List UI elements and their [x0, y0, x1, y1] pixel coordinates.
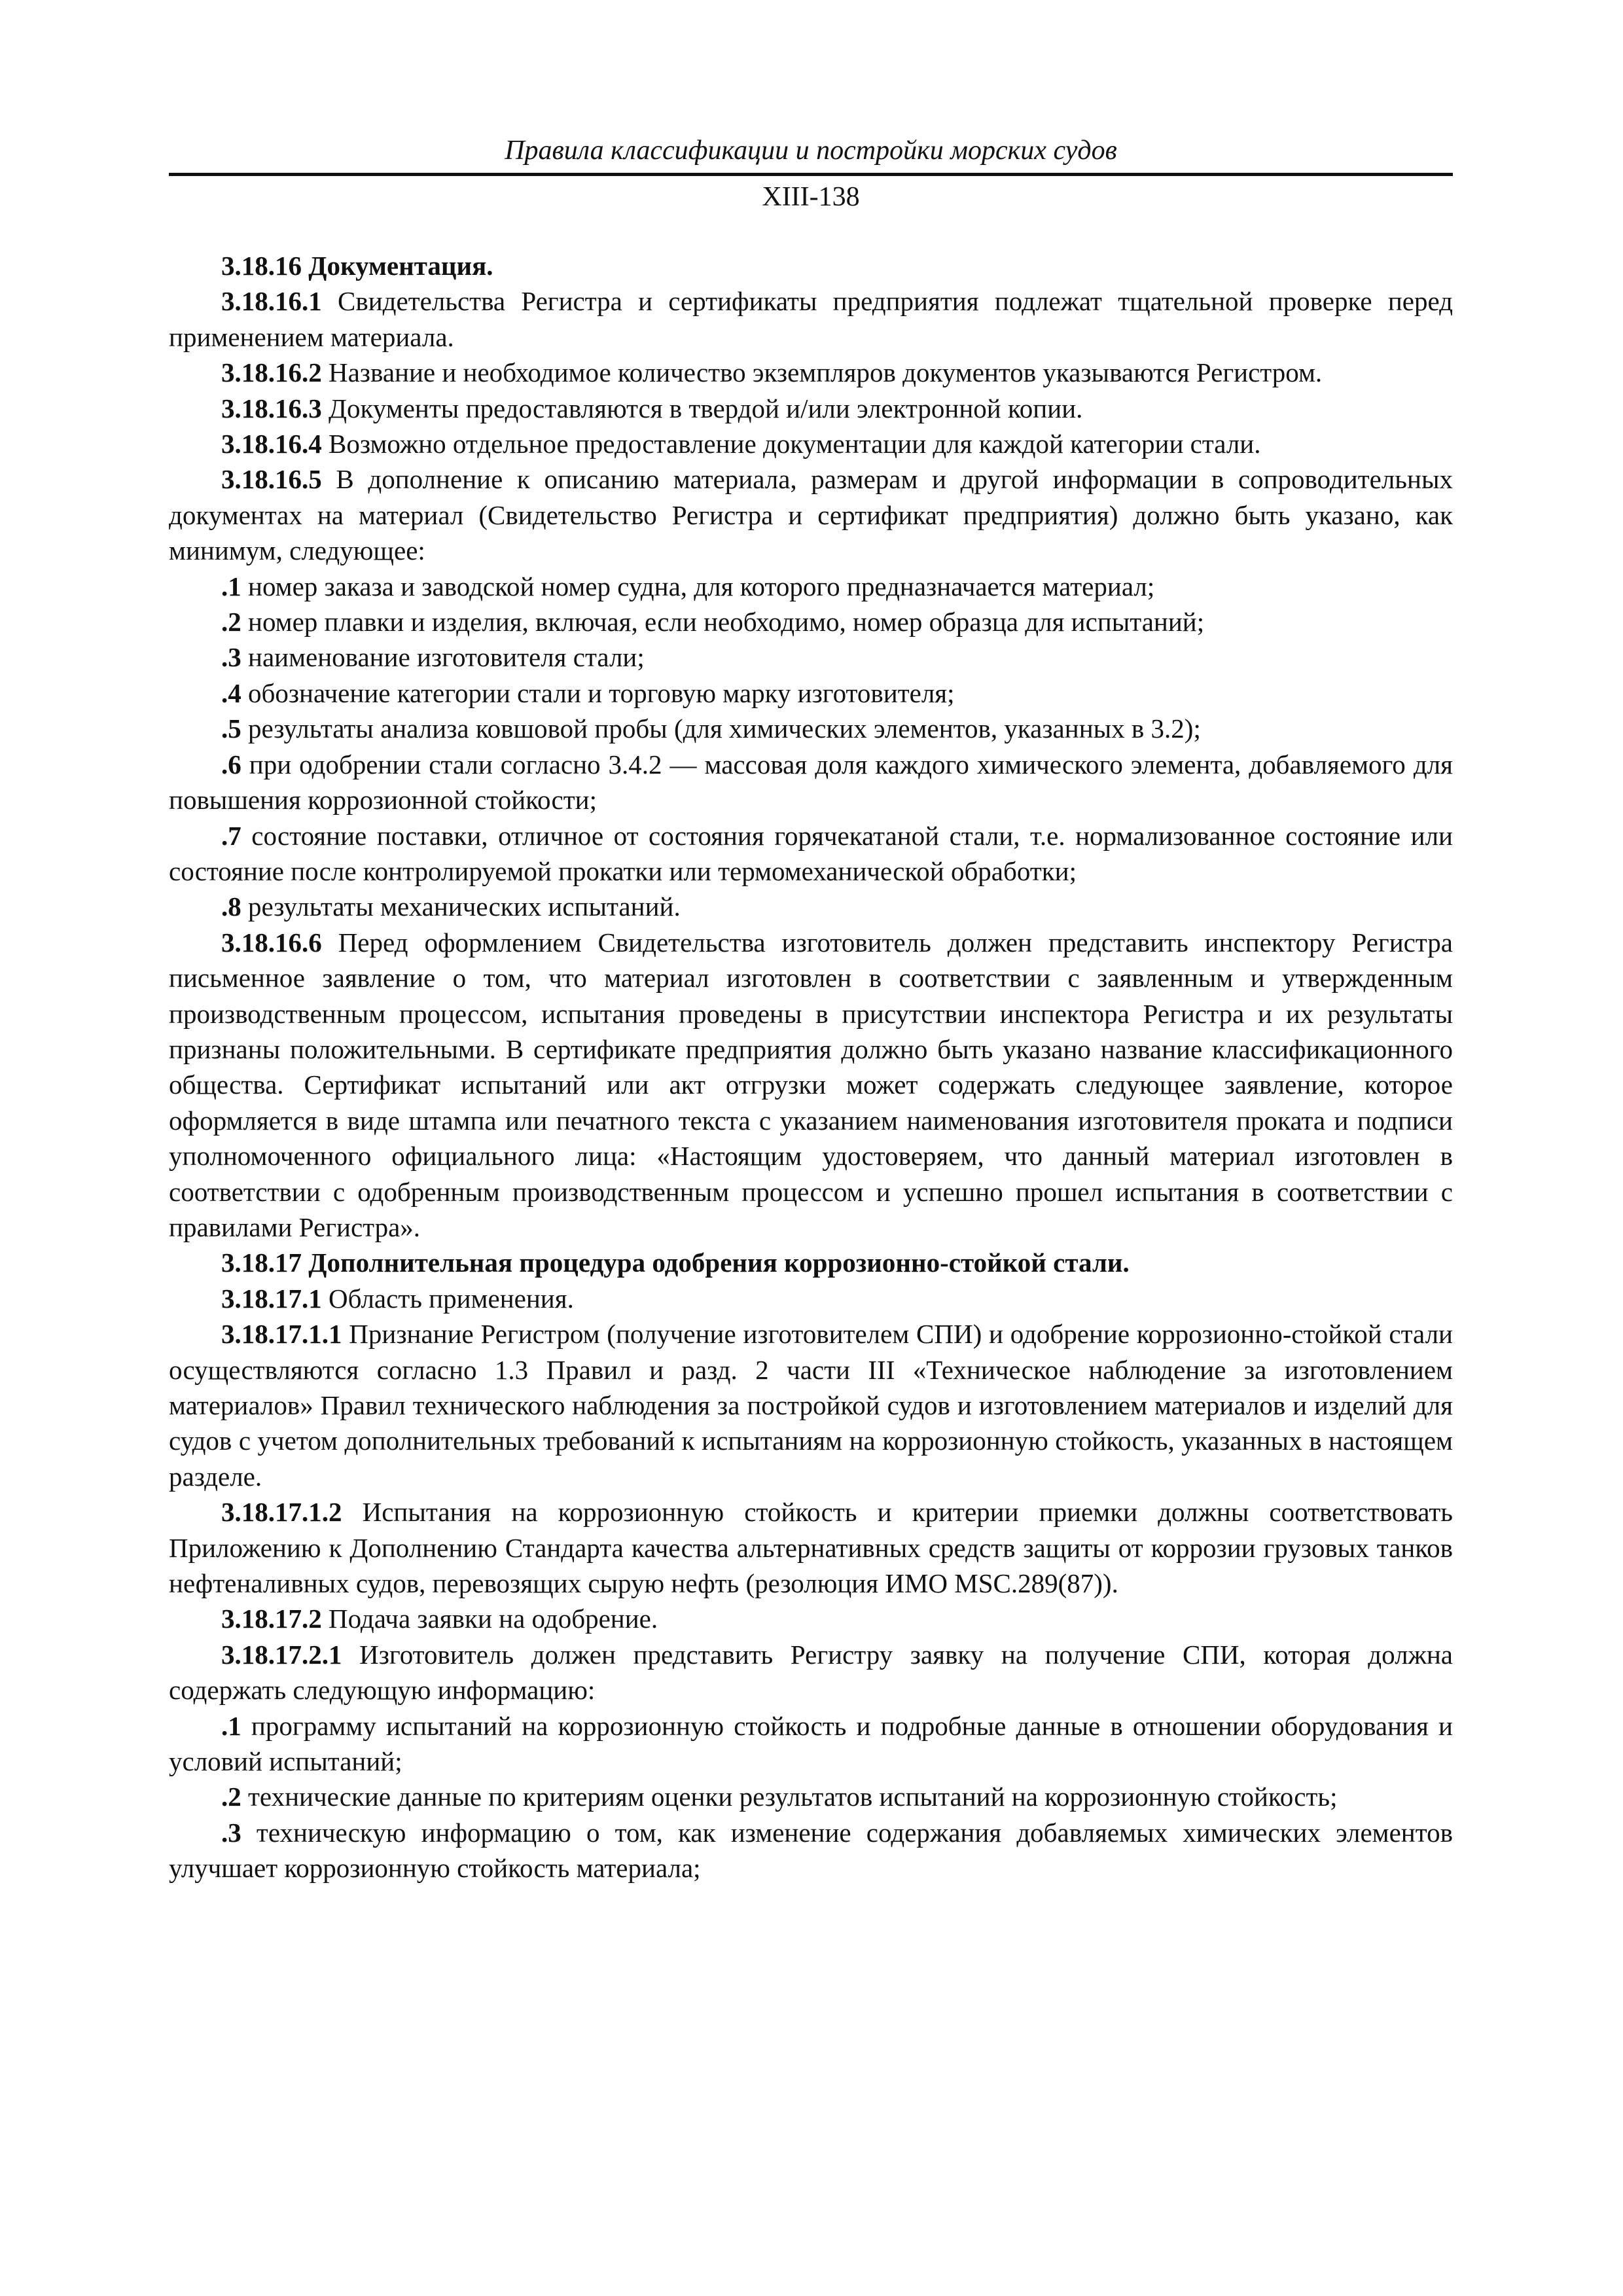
list-item-8: .8 результаты механических испытаний.: [221, 891, 681, 922]
list-item-1-b: .1 программу испытаний на коррозионную стойкость и подробные данные в отношении оборудования и условий испытаний;: [169, 1710, 1453, 1777]
list-item-1: .1 номер заказа и заводской номер судна, для которого предназначается материал;: [221, 571, 1155, 601]
running-header: Правила классификации и постройки морских судов: [169, 131, 1453, 176]
paragraph-3-18-16-6: 3.18.16.6 Перед оформлением Свидетельства изготовитель должен представить инспектору Регистра письменное заявление о том, что материал изготовлен в соответствии с заявленным и утвержденным производственным процессом, испытания проведены в присутствии инспектора Регистра и их результаты признаны положительными. В сертификате предприятия должно быть указано название классификационного общества. Сертификат испытаний или акт отгрузки может содержать следующее заявление, которое оформляется в виде штампа или печатного текста с указанием наименования изготовителя проката и подписи уполномоченного официального лица: «Настоящим удостоверяем, что данный материал изготовлен в соответствии с одобренным производственным процессом и успешно прошел испытания в соответствии с правилами Регистра».: [169, 927, 1453, 1242]
list-item-3: .3 наименование изготовителя стали;: [221, 642, 645, 673]
paragraph-3-18-16-2: 3.18.16.2 Название и необходимое количество экземпляров документов указываются Регистром.: [221, 357, 1323, 388]
document-page: [169, 131, 1453, 1886]
paragraph-3-18-17-1: 3.18.17.1 Область применения.: [221, 1283, 574, 1314]
paragraph-3-18-16-1: 3.18.16.1 Свидетельства Регистра и сертификаты предприятия подлежат тщательной проверке перед применением материала.: [169, 286, 1453, 352]
section-heading-3-18-17: 3.18.17 Дополнительная процедура одобрения коррозионно-стойкой стали.: [221, 1247, 1130, 1278]
paragraph-3-18-17-1-1: 3.18.17.1.1 Признание Регистром (получение изготовителем СПИ) и одобрение коррозионно-стойкой стали осуществляются согласно 1.3 Правил и разд. 2 части III «Техническое наблюдение за изготовлением материалов» Правил технического наблюдения за постройкой судов и изготовлением материалов и изделий для судов с учетом дополнительных требований к испытаниям на коррозионную стойкость, указанных в настоящем разделе.: [169, 1319, 1453, 1492]
paragraph-3-18-16-5: 3.18.16.5 В дополнение к описанию материала, размерам и другой информации в сопроводительных документах на материал (Свидетельство Регистра и сертификат предприятия) должно быть указано, как минимум, следующее:: [169, 464, 1453, 566]
paragraph-3-18-17-1-2: 3.18.17.1.2 Испытания на коррозионную стойкость и критерии приемки должны соответствовать Приложению к Дополнению Стандарта качества альтернативных средств защиты от коррозии грузовых танков нефтеналивных судов, перевозящих сырую нефть (резолюция ИМО MSC.289(87)).: [169, 1497, 1453, 1599]
list-item-7: .7 состояние поставки, отличное от состояния горячекатаной стали, т.е. нормализованное состояние или состояние после контролируемой прокатки или термомеханической обработки;: [169, 820, 1453, 886]
list-item-4: .4 обозначение категории стали и торговую марку изготовителя;: [221, 677, 955, 708]
document-body: [169, 248, 1453, 1886]
list-item-2: .2 номер плавки и изделия, включая, если необходимо, номер образца для испытаний;: [221, 607, 1205, 637]
paragraph-3-18-17-2: 3.18.17.2 Подача заявки на одобрение.: [221, 1604, 658, 1634]
paragraph-3-18-16-3: 3.18.16.3 Документы предоставляются в твердой и/или электронной копии.: [221, 393, 1083, 423]
page-number: XIII-138: [762, 182, 860, 212]
list-item-6: .6 при одобрении стали согласно 3.4.2 — массовая доля каждого химического элемента, добавляемого для повышения коррозионной стойкости;: [169, 749, 1453, 816]
paragraph-3-18-17-2-1: 3.18.17.2.1 Изготовитель должен представить Регистру заявку на получение СПИ, которая должна содержать следующую информацию:: [169, 1639, 1453, 1706]
list-item-2-b: .2 технические данные по критериям оценки результатов испытаний на коррозионную стойкость;: [221, 1782, 1338, 1812]
list-item-3-b: .3 техническую информацию о том, как изменение содержания добавляемых химических элементов улучшает коррозионную стойкость материала;: [169, 1817, 1453, 1884]
section-heading-3-18-16: 3.18.16 Документация.: [221, 251, 493, 281]
paragraph-3-18-16-4: 3.18.16.4 Возможно отдельное предоставление документации для каждой категории стали.: [221, 429, 1261, 459]
list-item-5: .5 результаты анализа ковшовой пробы (для химических элементов, указанных в 3.2);: [221, 713, 1201, 744]
